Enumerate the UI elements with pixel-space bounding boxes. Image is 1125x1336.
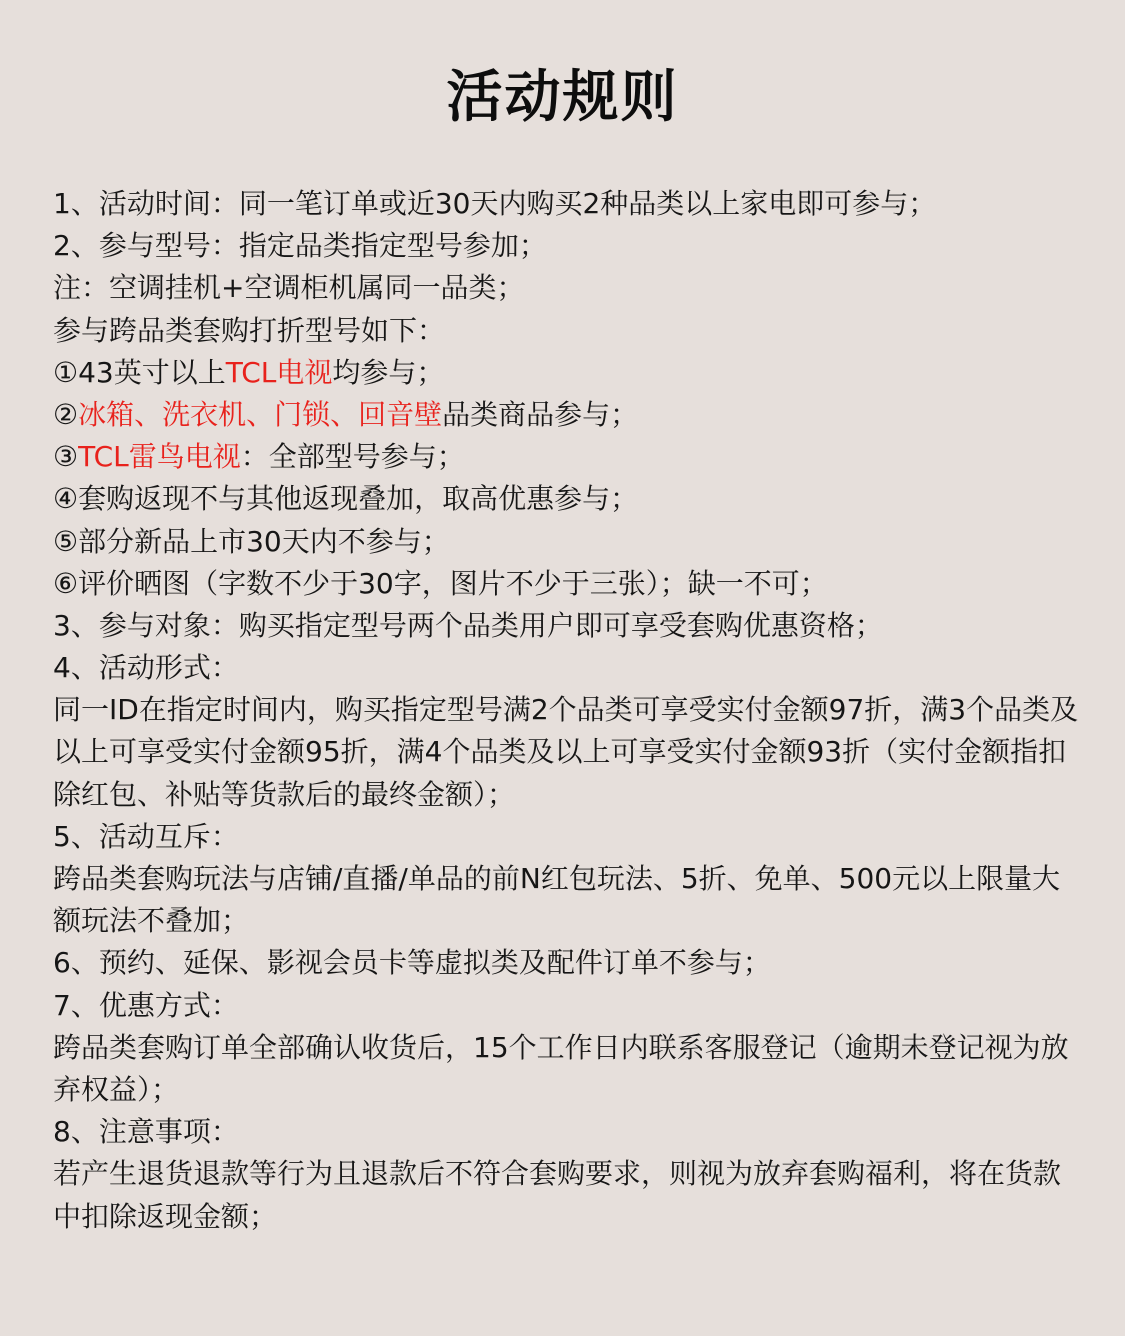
rule-8-title: 8、注意事项： <box>53 1115 239 1149</box>
rule-1-time: 1、活动时间：同一笔订单或近30天内购买2种品类以上家电即可参与； <box>53 187 937 220</box>
rule-6-exclusions: 6、预约、延保、影视会员卡等虚拟类及配件订单不参与； <box>53 946 771 980</box>
model-item-3-highlight: TCL雷鸟电视 <box>78 440 241 474</box>
rule-5-body: 跨品类套购玩法与店铺/直播/单品的前N红包玩法、5折、免单、500元以上限量大额玩法不叠加； <box>53 862 1061 938</box>
rule-8-body: 若产生退货退款等行为且退款后不符合套购要求，则视为放弃套购福利，将在货款中扣除返现金额； <box>53 1157 1062 1233</box>
page-title: 活动规则 <box>446 65 679 130</box>
rule-5-title: 5、活动互斥： <box>53 819 239 853</box>
model-item-5: ⑤部分新品上市30天内不参与； <box>53 524 450 558</box>
rules-list <box>53 183 1083 1238</box>
model-item-3 <box>53 436 1083 478</box>
model-item-4: ④套购返现不与其他返现叠加，取高优惠参与； <box>53 482 639 516</box>
model-item-1-highlight: TCL电视 <box>225 355 333 389</box>
model-item-2-suffix: 品类商品参与； <box>442 397 639 431</box>
model-item-6: ⑥评价晒图（字数不少于30字，图片不少于三张）；缺一不可； <box>53 566 828 600</box>
rule-2-models: 2、参与型号：指定品类指定型号参加； <box>53 229 547 263</box>
rule-4-title: 4、活动形式： <box>53 651 239 685</box>
model-item-1-suffix: 均参与； <box>332 355 445 389</box>
rule-3-audience: 3、参与对象：购买指定型号两个品类用户即可享受套购优惠资格； <box>53 608 883 642</box>
model-item-2-highlight: 冰箱、洗衣机、门锁、回音壁 <box>78 397 443 431</box>
model-item-2-prefix: ② <box>53 397 79 431</box>
rule-7-title: 7、优惠方式： <box>53 988 239 1022</box>
rule-note: 注：空调挂机+空调柜机属同一品类； <box>53 271 525 305</box>
model-item-1 <box>53 352 1083 394</box>
model-item-3-suffix: ：全部型号参与； <box>240 440 465 474</box>
rule-4-body: 同一ID在指定时间内，购买指定型号满2个品类可享受实付金额97折，满3个品类及以上可享受实付金额95折，满4个品类及以上可享受实付金额93折（实付金额指扣除红包、补贴等货款后的最终金额）； <box>53 693 1079 811</box>
model-item-2 <box>53 394 1083 436</box>
models-intro: 参与跨品类套购打折型号如下： <box>53 313 446 347</box>
model-item-1-prefix: ①43英寸以上 <box>53 355 226 389</box>
rule-7-body: 跨品类套购订单全部确认收货后，15个工作日内联系客服登记（逾期未登记视为放弃权益）； <box>53 1030 1069 1107</box>
model-item-3-prefix: ③ <box>53 440 79 474</box>
